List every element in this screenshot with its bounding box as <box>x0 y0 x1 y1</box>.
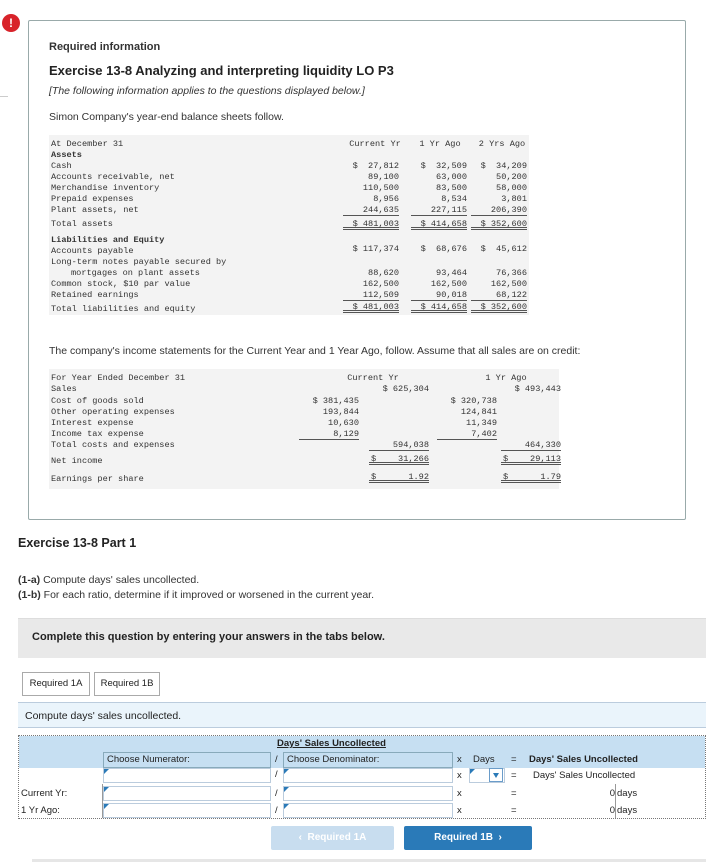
input-marker <box>284 769 289 774</box>
divider <box>0 96 8 97</box>
is-cell: 7,402 <box>437 429 497 440</box>
multiply-symbol: x <box>457 805 462 816</box>
grid-title: Days' Sales Uncollected <box>277 738 386 749</box>
is-cell: 193,844 <box>322 407 359 417</box>
bs-cell: 3,801 <box>501 194 527 204</box>
chevron-down-icon[interactable] <box>489 768 503 782</box>
bs-cell: 63,000 <box>436 172 467 182</box>
bs-cell: 244,635 <box>343 205 399 216</box>
is-cell <box>501 472 561 483</box>
bs-cell: 8,534 <box>441 194 467 204</box>
currency-sign: $ <box>371 454 377 464</box>
alert-icon: ! <box>2 14 20 32</box>
is-cell: 464,330 <box>501 440 561 451</box>
prev-button-label: Required 1A <box>307 832 367 843</box>
result-subheader: Days' Sales Uncollected <box>533 770 636 781</box>
question-1b <box>18 589 374 601</box>
bs-cell: 90,018 <box>411 290 467 301</box>
current-numerator-input[interactable] <box>103 786 271 801</box>
input-marker <box>470 769 475 774</box>
bs-total-assets-label: Total assets <box>51 219 113 229</box>
bs-cell: 83,500 <box>436 183 467 193</box>
is-cell: 594,038 <box>369 440 429 451</box>
input-marker <box>284 787 289 792</box>
grid-divider <box>615 784 616 818</box>
income-statement-table <box>49 369 559 489</box>
bs-col-1yr: 1 Yr Ago <box>419 139 461 149</box>
bs-cell: $ 32,509 <box>420 161 467 171</box>
row-label-current: Current Yr: <box>21 788 68 799</box>
next-required-1b-button[interactable] <box>404 826 532 850</box>
is-cell <box>369 472 429 483</box>
bs-cell: 162,500 <box>430 279 467 289</box>
bs-row-label: Common stock, $10 par value <box>51 279 191 289</box>
is-row-label: Total costs and expenses <box>51 440 175 450</box>
is-value: 1.79 <box>540 472 561 482</box>
bs-cell: $ 68,676 <box>420 244 467 254</box>
bs-col-2yr: 2 Yrs Ago <box>478 139 526 149</box>
divide-symbol: / <box>275 754 278 765</box>
income-intro-text: The company's income statements for the Current Year and 1 Year Ago, follow. Assume that all sales are on credit: <box>49 345 581 357</box>
instruction-text: Complete this question by entering your answers in the tabs below. <box>32 631 385 643</box>
bs-row-label: Cash <box>51 161 72 171</box>
is-row-label: Other operating expenses <box>51 407 175 417</box>
question-1b-num: (1-b) <box>18 589 41 601</box>
is-col-1yr: 1 Yr Ago <box>485 373 527 383</box>
instruction-bar <box>18 618 706 658</box>
prev-required-1a-button[interactable] <box>271 826 394 850</box>
bs-cell: 227,115 <box>411 205 467 216</box>
currency-sign: $ <box>503 472 509 482</box>
bs-cell: $ 414,658 <box>411 302 467 313</box>
bs-cell: $ 414,658 <box>411 219 467 230</box>
bs-cell: 76,366 <box>496 268 527 278</box>
is-value: 29,113 <box>530 454 561 464</box>
result-header: Days' Sales Uncollected <box>529 754 638 765</box>
exercise-title: Exercise 13-8 Analyzing and interpreting liquidity LO P3 <box>49 63 394 78</box>
input-marker <box>104 787 109 792</box>
equals-symbol: = <box>511 754 517 765</box>
divide-symbol: / <box>275 788 278 799</box>
divide-symbol: / <box>275 805 278 816</box>
bs-cell: 88,620 <box>368 268 399 278</box>
row-label-1yr: 1 Yr Ago: <box>21 805 60 816</box>
intro-text: Simon Company's year-end balance sheets follow. <box>49 111 284 123</box>
balance-sheet-table <box>49 135 529 315</box>
required-information-panel <box>28 20 686 520</box>
grid-divider <box>102 784 103 818</box>
compute-prompt-text: Compute days' sales uncollected. <box>25 710 182 722</box>
is-value: 1.92 <box>408 472 429 482</box>
input-marker <box>104 804 109 809</box>
choose-denominator-label: Choose Denominator: <box>287 754 380 765</box>
prior-result-value: 0 <box>609 805 615 816</box>
bs-cell: 8,956 <box>373 194 399 204</box>
question-1a <box>18 574 199 586</box>
is-row-label: Interest expense <box>51 418 134 428</box>
is-cell <box>501 454 561 465</box>
is-row-label: Cost of goods sold <box>51 396 144 406</box>
bs-row-label: Prepaid expenses <box>51 194 134 204</box>
next-button-label: Required 1B <box>434 832 493 843</box>
compute-prompt-bar <box>18 702 706 728</box>
applies-note: [The following information applies to the questions displayed below.] <box>49 85 365 97</box>
bs-row-label: Long-term notes payable secured by <box>51 257 227 267</box>
divide-symbol: / <box>275 769 278 780</box>
question-1a-num: (1-a) <box>18 574 41 586</box>
choose-numerator-label: Choose Numerator: <box>107 754 190 765</box>
bs-cell: 110,500 <box>362 183 399 193</box>
bs-cell: 93,464 <box>436 268 467 278</box>
currency-sign: $ <box>371 472 377 482</box>
current-denominator-input[interactable] <box>283 786 453 801</box>
multiply-symbol: x <box>457 754 462 765</box>
is-col-current: Current Yr <box>347 373 399 383</box>
bs-col-current: Current Yr <box>349 139 401 149</box>
bs-row-label: Retained earnings <box>51 290 139 300</box>
bs-cell: $ 481,003 <box>343 219 399 230</box>
bs-row-label: Accounts payable <box>51 246 134 256</box>
chevron-left-icon: ‹ <box>298 832 308 843</box>
bs-total-le-label: Total liabilities and equity <box>51 304 196 314</box>
bs-row-label: Plant assets, net <box>51 205 139 215</box>
question-1b-text: For each ratio, determine if it improved or worsened in the current year. <box>40 589 374 601</box>
prior-numerator-input[interactable] <box>103 803 271 818</box>
bs-cell: $ 352,600 <box>471 219 527 230</box>
bs-cell: 50,200 <box>496 172 527 182</box>
bs-cell: $ 117,374 <box>352 244 399 254</box>
bs-cell: 206,390 <box>471 205 527 216</box>
bs-assets-label: Assets <box>51 150 82 160</box>
is-cell: 11,349 <box>466 418 497 428</box>
is-cell: $ 381,435 <box>312 396 359 406</box>
prior-result-unit: days <box>617 805 638 816</box>
bs-cell: 162,500 <box>362 279 399 289</box>
is-cell: $ 625,304 <box>382 384 429 394</box>
multiply-symbol: x <box>457 788 462 799</box>
bs-row-label: mortgages on plant assets <box>71 268 200 278</box>
currency-sign: $ <box>503 454 509 464</box>
bs-row-label: Merchandise inventory <box>51 183 160 193</box>
bs-cell: 89,100 <box>368 172 399 182</box>
bs-cell: $ 34,209 <box>480 161 527 171</box>
bs-cell: 68,122 <box>471 290 527 301</box>
prior-denominator-input[interactable] <box>283 803 453 818</box>
multiply-symbol: x <box>457 770 462 781</box>
days-sales-uncollected-grid <box>18 735 706 819</box>
input-marker <box>104 769 109 774</box>
tab-required-1a[interactable]: Required 1A <box>22 672 90 696</box>
numerator-input-sub[interactable] <box>103 768 271 783</box>
is-value: 31,266 <box>398 454 429 464</box>
required-info-label: Required information <box>49 41 161 53</box>
current-result-value: 0 <box>609 788 615 799</box>
is-row-label: Earnings per share <box>51 474 144 484</box>
bs-cell: 162,500 <box>490 279 527 289</box>
is-header-label: For Year Ended December 31 <box>51 373 186 383</box>
is-cell: 8,129 <box>299 429 359 440</box>
input-marker <box>284 804 289 809</box>
chevron-right-icon: › <box>493 832 502 843</box>
equals-symbol: = <box>511 770 517 781</box>
equals-symbol: = <box>511 788 517 799</box>
bs-cell: $ 352,600 <box>471 302 527 313</box>
is-cell: $ 320,738 <box>450 396 497 406</box>
bs-cell: $ 27,812 <box>352 161 399 171</box>
bs-header-label: At December 31 <box>51 139 124 149</box>
bs-cell: $ 481,003 <box>343 302 399 313</box>
tab-required-1b[interactable]: Required 1B <box>94 672 160 696</box>
part-title: Exercise 13-8 Part 1 <box>18 536 137 550</box>
bs-cell: 112,509 <box>343 290 399 301</box>
is-row-label: Net income <box>51 456 103 466</box>
bs-cell: $ 45,612 <box>480 244 527 254</box>
question-1a-text: Compute days' sales uncollected. <box>40 574 200 586</box>
days-label: Days <box>473 754 495 765</box>
is-cell: 10,630 <box>328 418 359 428</box>
equals-symbol: = <box>511 805 517 816</box>
bs-cell: 58,000 <box>496 183 527 193</box>
is-cell <box>369 454 429 465</box>
is-row-label: Income tax expense <box>51 429 144 439</box>
is-row-label: Sales <box>51 384 77 394</box>
bs-row-label: Accounts receivable, net <box>51 172 175 182</box>
current-result-unit: days <box>617 788 638 799</box>
bs-liab-label: Liabilities and Equity <box>51 235 165 245</box>
is-cell: $ 493,443 <box>514 384 561 394</box>
is-cell: 124,841 <box>460 407 497 417</box>
denominator-input-sub[interactable] <box>283 768 453 783</box>
